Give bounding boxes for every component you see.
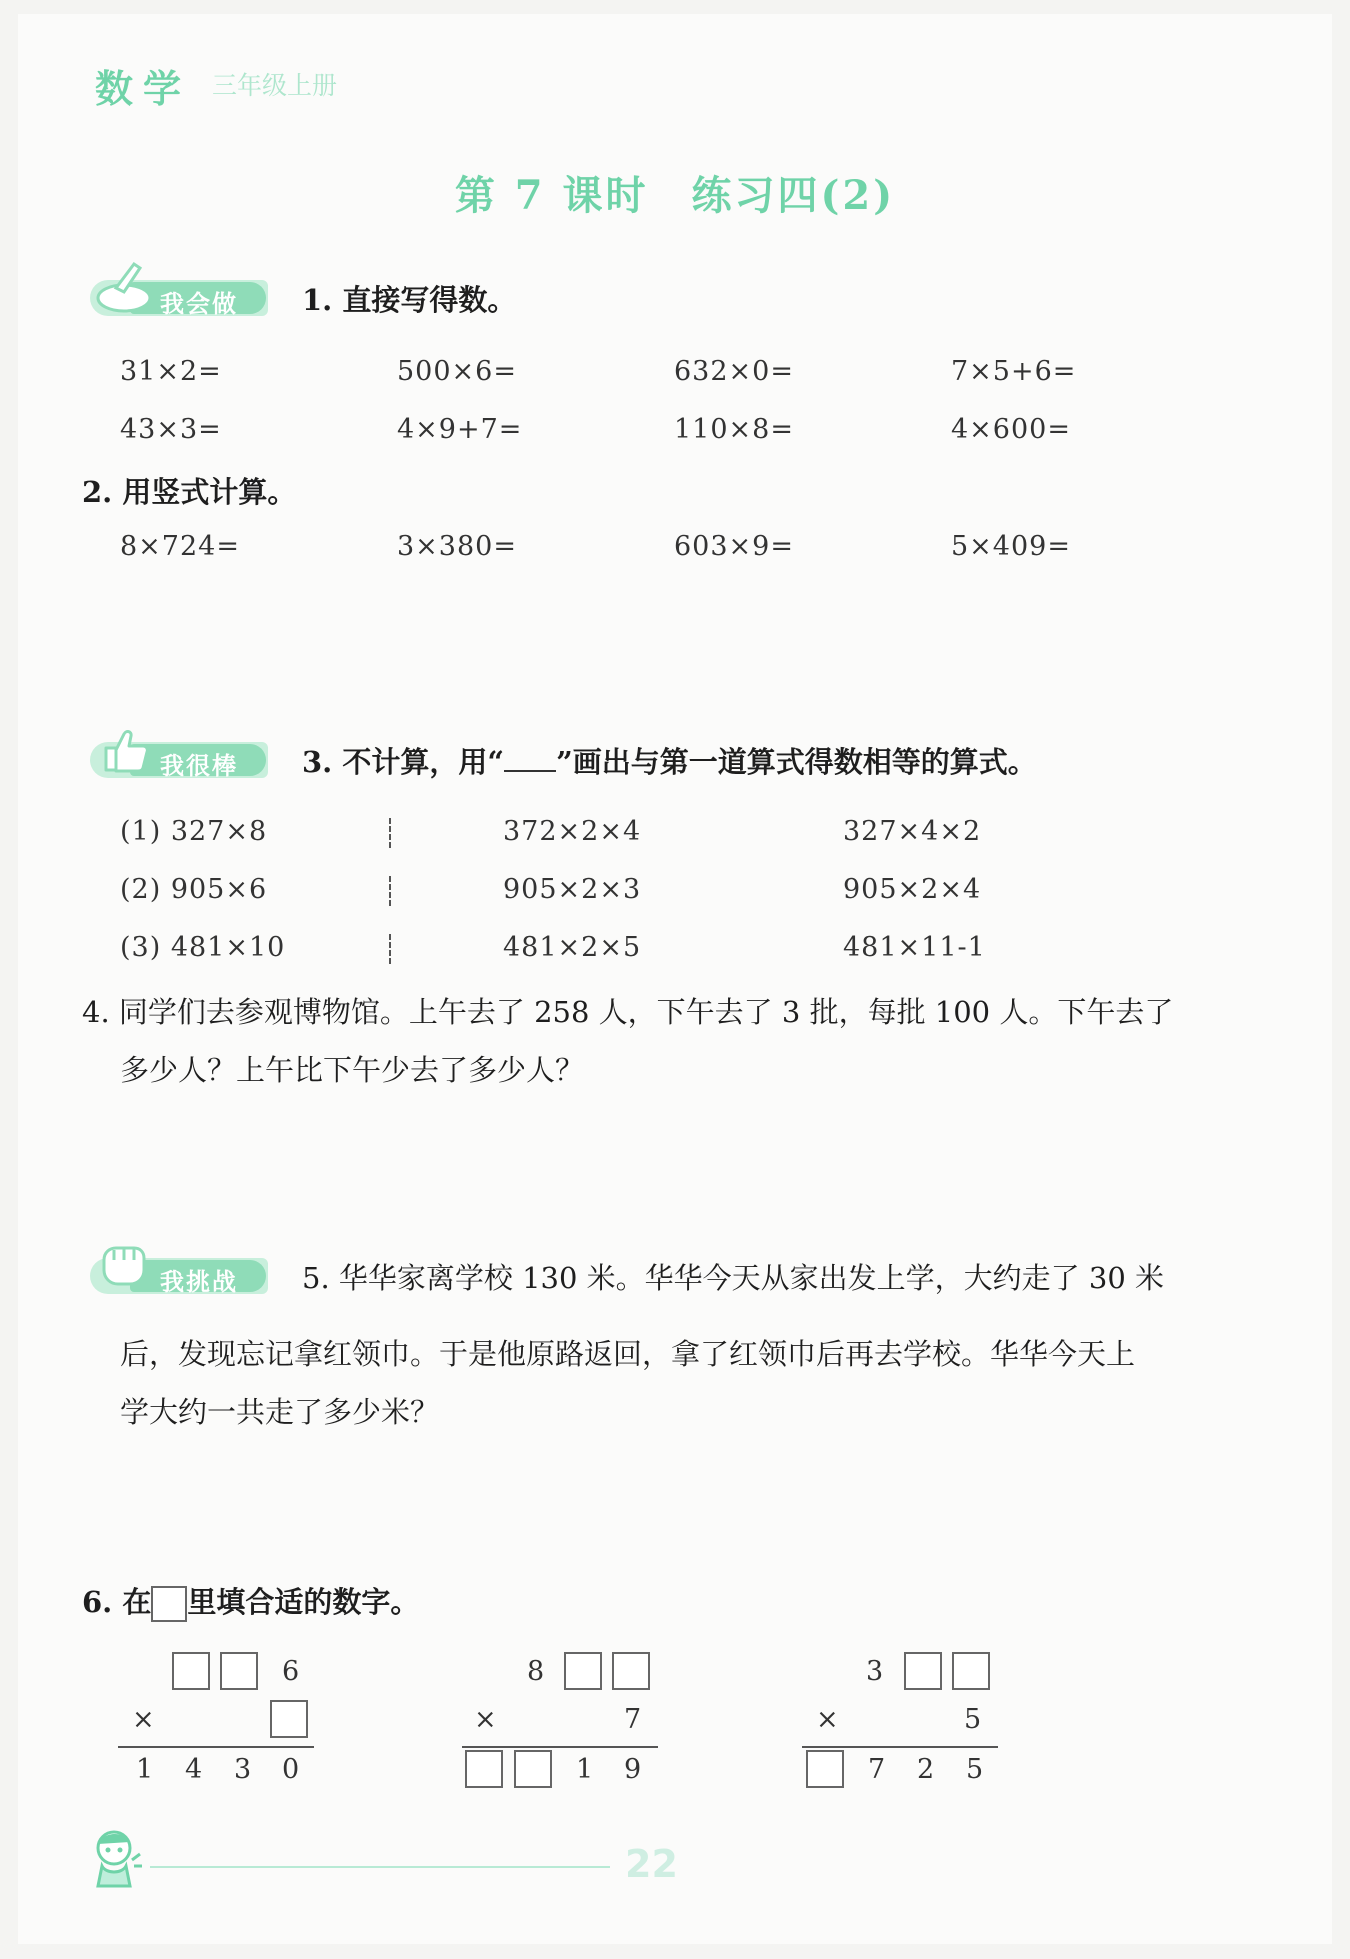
lesson-title: 第 7 课时 练习四(2) — [454, 172, 896, 219]
digit: 5 — [966, 1754, 984, 1785]
digit-box[interactable] — [220, 1652, 258, 1690]
digit: 7 — [624, 1704, 642, 1735]
digit-box[interactable] — [564, 1652, 602, 1690]
page-number: 22 — [625, 1842, 678, 1886]
digit: 1 — [576, 1754, 594, 1785]
digit: 3 — [234, 1754, 252, 1785]
thumbs-up-icon — [94, 720, 154, 776]
digit: 7 — [868, 1754, 886, 1785]
dashed-separator — [389, 818, 391, 848]
digit: 2 — [917, 1754, 935, 1785]
badge-i-can-do — [90, 274, 268, 318]
q2-item: 3×380= — [397, 531, 517, 562]
q1-item: 632×0= — [674, 356, 794, 387]
badge-great — [90, 736, 268, 780]
dashed-separator — [389, 876, 391, 906]
mascot-icon — [84, 1826, 146, 1894]
digit-box[interactable] — [904, 1652, 942, 1690]
q1-item: 110×8= — [674, 414, 794, 445]
digit-box[interactable] — [270, 1700, 308, 1738]
q3-row-label: (1) 327×8 — [120, 816, 268, 847]
digit: 4 — [185, 1754, 203, 1785]
q4-line2: 多少人？上午比下午少去了多少人？ — [120, 1053, 585, 1087]
q3-option[interactable]: 481×2×5 — [503, 932, 642, 963]
q1-item: 31×2= — [120, 356, 222, 387]
digit-box[interactable] — [612, 1652, 650, 1690]
q3-row-label: (3) 481×10 — [120, 932, 286, 963]
multiply-sign: × — [474, 1704, 497, 1735]
multiply-sign: × — [132, 1704, 155, 1735]
q5-line1: 5. 华华家离学校 130 米。华华今天从家出发上学，大约走了 30 米 — [302, 1261, 1165, 1295]
digit-box[interactable] — [172, 1652, 210, 1690]
digit: 1 — [136, 1754, 154, 1785]
sample-box — [151, 1586, 187, 1622]
q2-title: 2. 用竖式计算。 — [82, 475, 297, 509]
digit: 5 — [964, 1704, 982, 1735]
digit-box[interactable] — [806, 1750, 844, 1788]
q2-item: 5×409= — [951, 531, 1071, 562]
q3-option[interactable]: 905×2×4 — [843, 874, 982, 905]
badge-label: 我很棒 — [160, 752, 238, 780]
digit-box[interactable] — [952, 1652, 990, 1690]
q1-title: 1. 直接写得数。 — [302, 283, 517, 317]
q6-title: 6. 在 里填合适的数字。 — [82, 1580, 419, 1622]
multiply-sign: × — [816, 1704, 839, 1735]
digit-box[interactable] — [514, 1750, 552, 1788]
badge-label: 我会做 — [160, 290, 238, 318]
q1-item: 500×6= — [397, 356, 517, 387]
digit: 3 — [866, 1656, 884, 1687]
digit: 9 — [624, 1754, 642, 1785]
q5-line3: 学大约一共走了多少米？ — [120, 1395, 440, 1429]
dashed-separator — [389, 934, 391, 964]
q2-item: 8×724= — [120, 531, 240, 562]
header-subject: 数学 — [95, 67, 192, 111]
q3-title: 3. 不计算，用“ ”画出与第一道算式得数相等的算式。 — [302, 745, 1037, 779]
q1-item: 4×600= — [951, 414, 1071, 445]
underline-sample — [504, 746, 556, 772]
badge-challenge — [90, 1252, 268, 1296]
digit-box[interactable] — [465, 1750, 503, 1788]
digit: 8 — [527, 1656, 545, 1687]
fist-icon — [94, 1236, 154, 1292]
q2-item: 603×9= — [674, 531, 794, 562]
q1-item: 4×9+7= — [397, 414, 523, 445]
q3-option[interactable]: 481×11-1 — [843, 932, 986, 963]
badge-label: 我挑战 — [160, 1268, 238, 1296]
brush-icon — [94, 258, 154, 314]
q1-item: 7×5+6= — [951, 356, 1077, 387]
q3-option[interactable]: 372×2×4 — [503, 816, 642, 847]
result-line — [802, 1746, 998, 1748]
digit: 0 — [282, 1754, 300, 1785]
q3-row-label: (2) 905×6 — [120, 874, 268, 905]
result-line — [462, 1746, 658, 1748]
header-grade: 三年级上册 — [212, 71, 338, 100]
q4-line1: 4. 同学们去参观博物馆。上午去了 258 人，下午去了 3 批，每批 100 人。下午去了 — [82, 995, 1174, 1029]
q5-line2: 后，发现忘记拿红领巾。于是他原路返回，拿了红领巾后再去学校。华华今天上 — [120, 1337, 1136, 1371]
footer-line — [150, 1866, 610, 1868]
q3-option[interactable]: 905×2×3 — [503, 874, 642, 905]
q3-option[interactable]: 327×4×2 — [843, 816, 982, 847]
digit: 6 — [282, 1656, 300, 1687]
result-line — [118, 1746, 314, 1748]
q1-item: 43×3= — [120, 414, 222, 445]
